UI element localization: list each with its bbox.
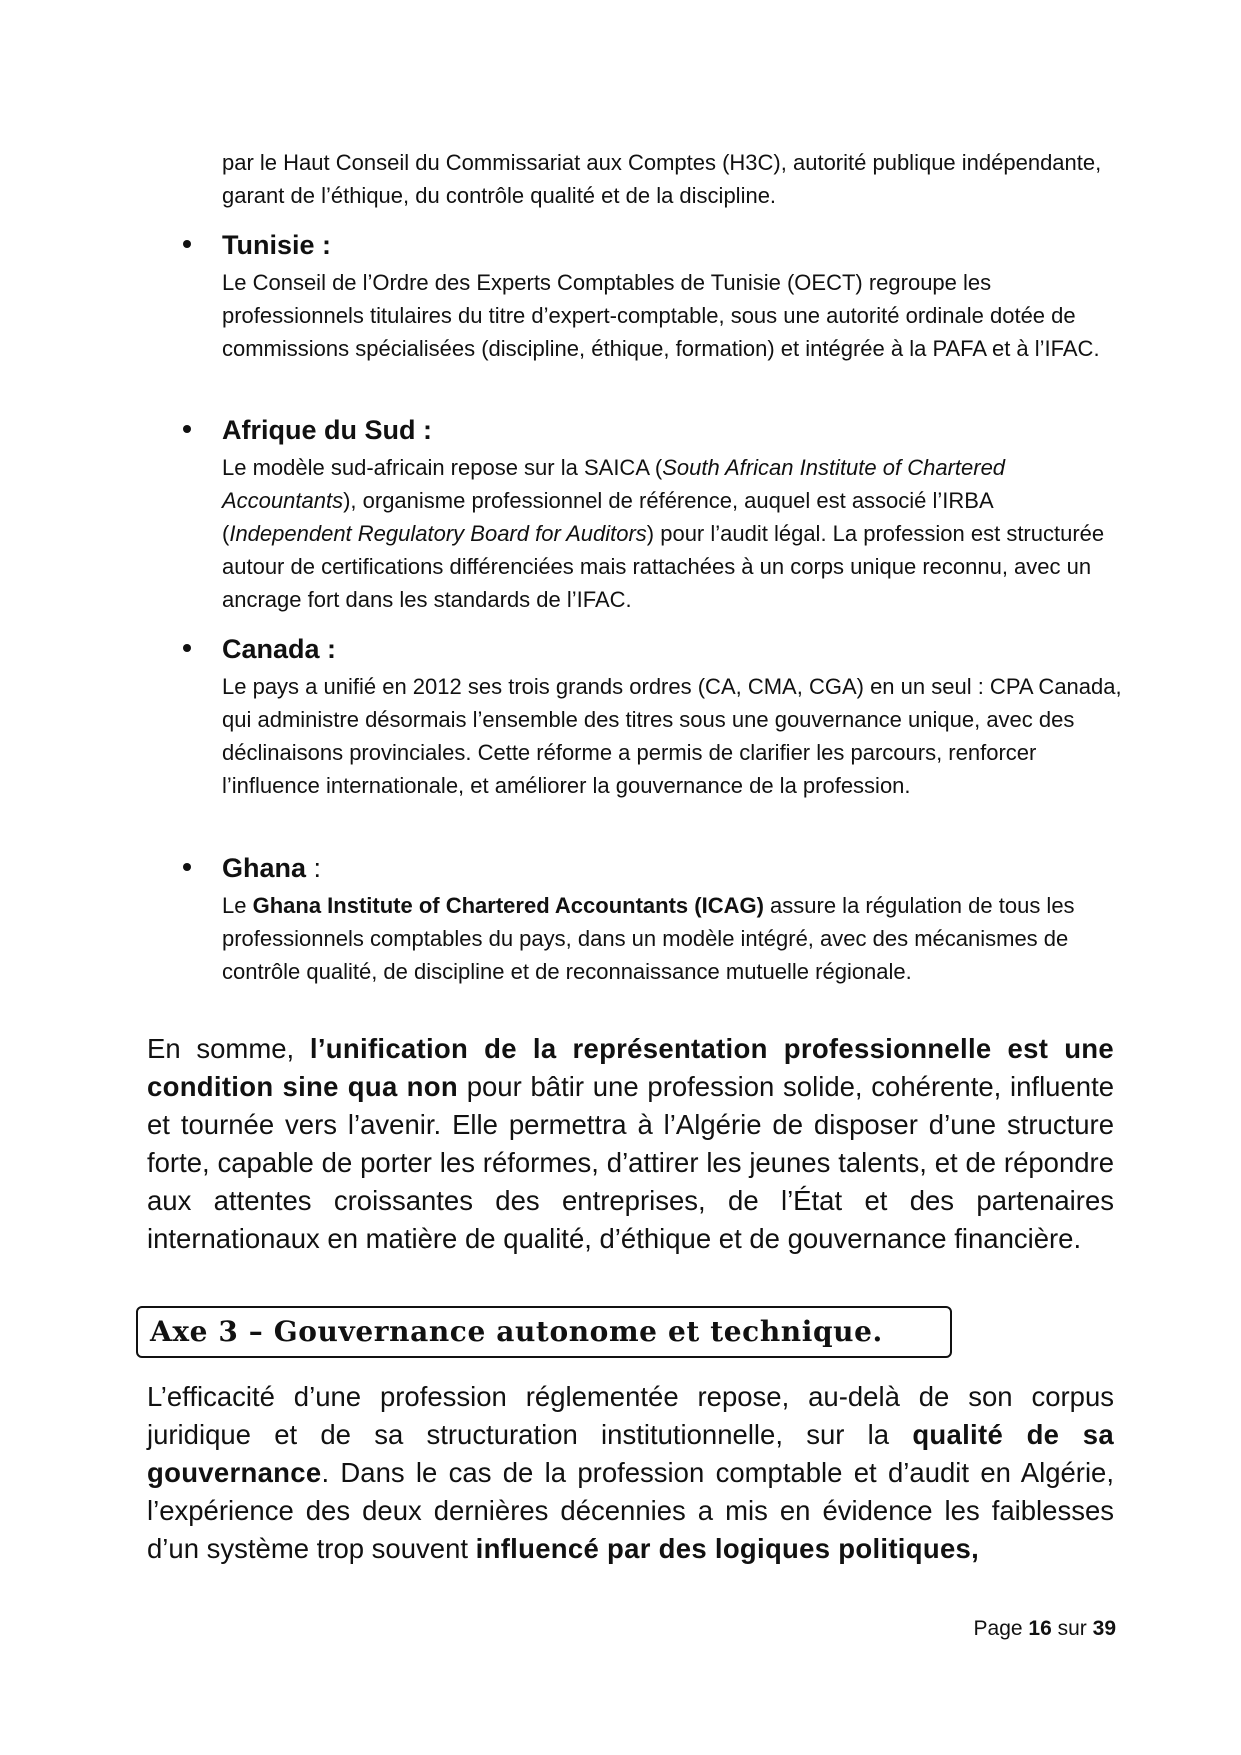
bullet-title: Afrique du Sud :: [222, 415, 432, 445]
conclusion-paragraph: En somme, l’unification de la représentation professionnelle est une condition sine qua non pour bâtir une profession solide, cohérente, influente et tournée vers l’avenir. Elle permettra à l’Algérie de disposer d’une structure forte, capable de porter les réformes, d’attirer les jeunes talents, et de répondre aux attentes croissantes des entreprises, de l’État et des partenaires internationaux en matière de qualité, d’éthique et de gouvernance financière.: [147, 1033, 1114, 1254]
page-label: Page: [973, 1617, 1023, 1640]
bullet-title: Canada :: [222, 634, 337, 664]
icag-name: Ghana Institute of Chartered Accountants (ICAG): [252, 893, 764, 918]
page-number: 16: [1028, 1617, 1052, 1640]
bullet-body: Le pays a unifié en 2012 ses trois grands ordres (CA, CMA, CGA) en un seul : CPA Canada, qui administre désormais l’ensemble des titres sous une gouvernance unique, avec des déclinaisons provinciales. Cette réforme a permis de clarifier les parcours, renforcer l’influence internationale, et améliorer la gouvernance de la profession.: [222, 674, 1122, 798]
axe-emphasis-1: qualité de sa gouvernance: [147, 1419, 1114, 1488]
page-of-label: sur: [1057, 1617, 1087, 1640]
conclusion-emphasis: l’unification de la représentation professionnelle est une condition sine qua non: [147, 1033, 1114, 1102]
bullet-dot-icon: [183, 240, 191, 248]
bullet-title: Ghana :: [222, 853, 322, 883]
bullet-dot-icon: [183, 863, 191, 871]
bullet-dot-icon: [183, 644, 191, 652]
section-heading: Axe 3 – Gouvernance autonome et technique.: [150, 1315, 883, 1348]
saica-full-name: South African Institute of Chartered Accountants: [222, 455, 1006, 513]
bullet-body: Le Conseil de l’Ordre des Experts Comptables de Tunisie (OECT) regroupe les professionnels titulaires du titre d’expert-comptable, sous une autorité ordinale dotée de commissions spécialisées (discipline, éthique, formation) et intégrée à la PAFA et à l’IFAC.: [222, 270, 1100, 361]
section-heading-box: [136, 1306, 952, 1358]
total-pages: 39: [1092, 1617, 1116, 1640]
intro-paragraph: par le Haut Conseil du Commissariat aux Comptes (H3C), autorité publique indépendante, garant de l’éthique, du contrôle qualité et de la discipline.: [222, 150, 1102, 208]
irba-full-name: Independent Regulatory Board for Auditors: [229, 521, 647, 546]
bullet-body: Le modèle sud-africain repose sur la SAICA (South African Institute of Chartered Accountants), organisme professionnel de référence, auquel est associé l’IRBA (Independent Regulatory Board for Auditors) pour l’audit légal. La profession est structurée autour de certifications différenciées mais rattachées à un corps unique reconnu, avec un ancrage fort dans les standards de l’IFAC.: [222, 455, 1105, 612]
axe-paragraph: L’efficacité d’une profession réglementée repose, au-delà de son corpus juridique et de sa structuration institutionnelle, sur la qualité de sa gouvernance. Dans le cas de la profession comptable et d’audit en Algérie, l’expérience des deux dernières décennies a mis en évidence les faiblesses d’un système trop souvent influencé par des logiques politiques,: [147, 1381, 1114, 1564]
bullet-body: Le Ghana Institute of Chartered Accountants (ICAG) assure la régulation de tous les professionnels comptables du pays, dans un modèle intégré, avec des mécanismes de contrôle qualité, de discipline et de reconnaissance mutuelle régionale.: [222, 893, 1075, 984]
bullet-title: Tunisie :: [222, 230, 332, 260]
axe-emphasis-2: influencé par des logiques politiques,: [475, 1533, 980, 1564]
page-footer: [974, 1615, 1116, 1643]
bullet-dot-icon: [183, 425, 191, 433]
